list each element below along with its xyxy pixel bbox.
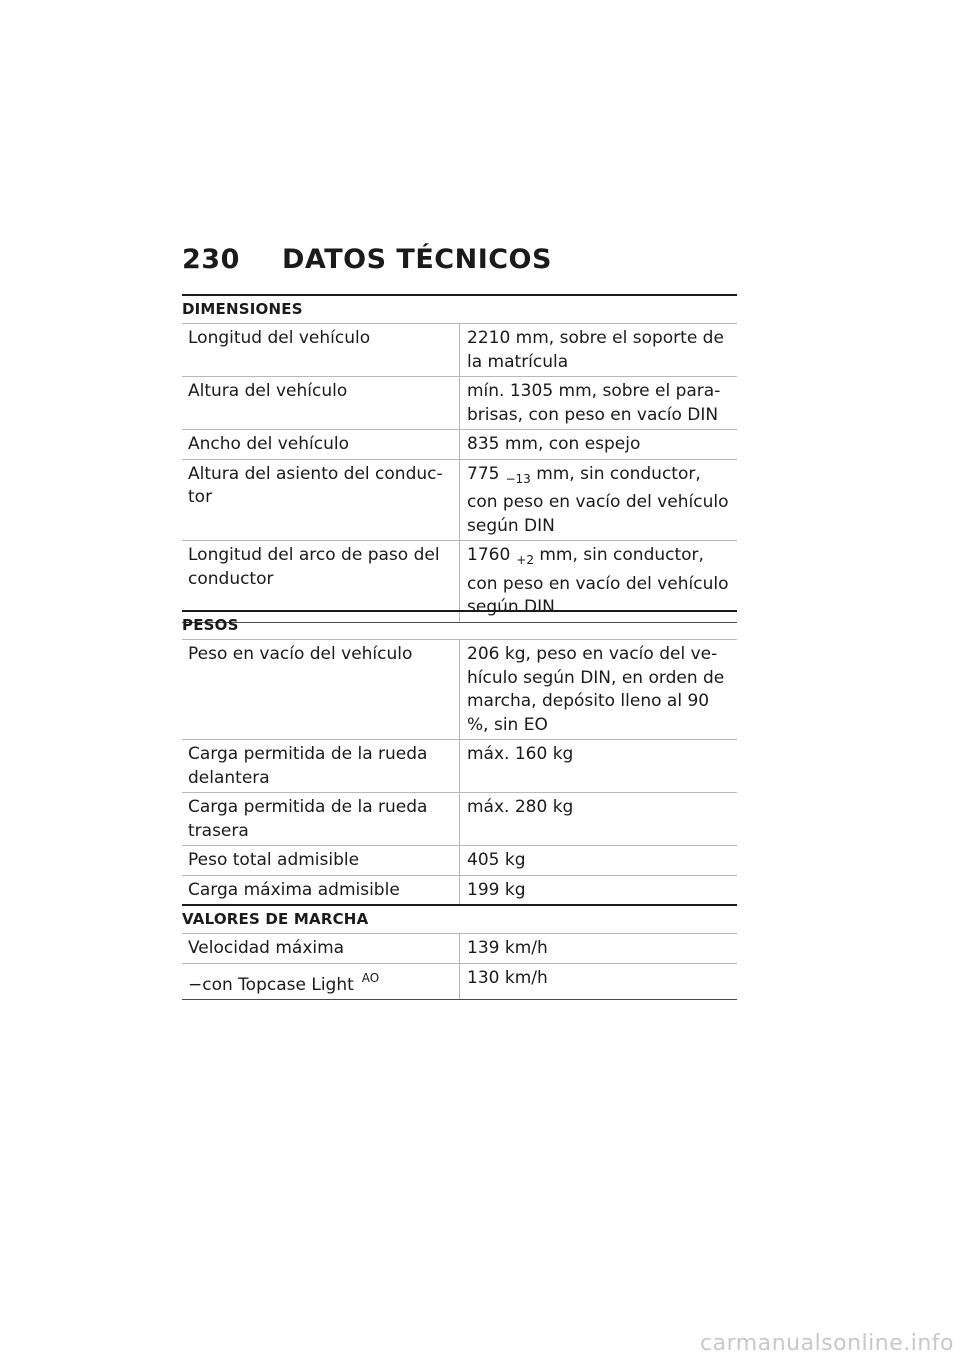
row-value: 130 km/h — [459, 964, 737, 1000]
optional-accessory-superscript: AO — [361, 970, 380, 985]
row-value: 405 kg — [459, 846, 737, 875]
section-heading: DIMENSIONES — [182, 294, 737, 323]
page-title — [182, 244, 552, 275]
section-heading: PESOS — [182, 610, 737, 639]
row-label: Altura del vehículo — [188, 381, 348, 401]
table-row — [182, 459, 737, 541]
row-value: máx. 160 kg — [459, 740, 737, 792]
row-value: mín. 1305 mm, sobre el para-brisas, con peso en vacío DIN — [459, 377, 737, 429]
row-label: Longitud del vehículo — [188, 328, 371, 348]
row-value: máx. 280 kg — [459, 793, 737, 845]
table-row — [182, 933, 737, 963]
section-pesos — [182, 610, 737, 905]
row-label: Carga permitida de la rueda trasera — [188, 797, 428, 841]
table-row — [182, 963, 737, 1001]
section-valores-de-marcha — [182, 904, 737, 1000]
tolerance-subscript: −13 — [505, 471, 531, 486]
chapter-title: DATOS TÉCNICOS — [282, 244, 552, 275]
table-row — [182, 875, 737, 906]
value-number: 775 — [467, 463, 500, 484]
row-label: Velocidad máxima — [188, 938, 345, 958]
row-label: Carga permitida de la rueda delantera — [188, 744, 428, 788]
table-row — [182, 429, 737, 459]
row-value — [459, 460, 737, 541]
table-row — [182, 323, 737, 376]
tolerance-subscript: +2 — [516, 553, 534, 567]
row-value: 206 kg, peso en vacío del ve-hículo según DIN, en orden de marcha, depósito lleno al 90 %, sin EO — [459, 640, 737, 739]
table-row — [182, 739, 737, 792]
row-value: 199 kg — [459, 876, 737, 905]
value-text: mm, sin conductor, con peso en vacío del vehículo según DIN — [467, 545, 729, 617]
row-label: Altura del asiento del conduc-tor — [188, 463, 443, 507]
table-row — [182, 845, 737, 875]
row-label: Peso total admisible — [188, 850, 360, 870]
table-row — [182, 792, 737, 845]
section-dimensiones — [182, 294, 737, 623]
row-label: Carga máxima admisible — [188, 879, 400, 900]
row-label: Longitud del arco de paso del conductor — [188, 545, 440, 589]
row-label — [182, 964, 459, 1000]
section-heading: VALORES DE MARCHA — [182, 904, 737, 933]
row-value: 139 km/h — [459, 934, 737, 963]
table-row — [182, 376, 737, 429]
page-number: 230 — [182, 244, 240, 275]
row-value: 835 mm, con espejo — [459, 430, 737, 459]
value-number: 1760 — [467, 545, 511, 565]
table-row — [182, 639, 737, 739]
row-label: Ancho del vehículo — [188, 434, 349, 454]
value-text: mm, sin conductor, con peso en vacío del vehículo según DIN — [467, 463, 729, 536]
row-value: 2210 mm, sobre el soporte de la matrícula — [459, 324, 737, 376]
watermark: carmanualsonline.info — [700, 1331, 954, 1356]
row-label: Peso en vacío del vehículo — [188, 644, 413, 664]
label-text: −con Topcase Light — [188, 974, 354, 995]
